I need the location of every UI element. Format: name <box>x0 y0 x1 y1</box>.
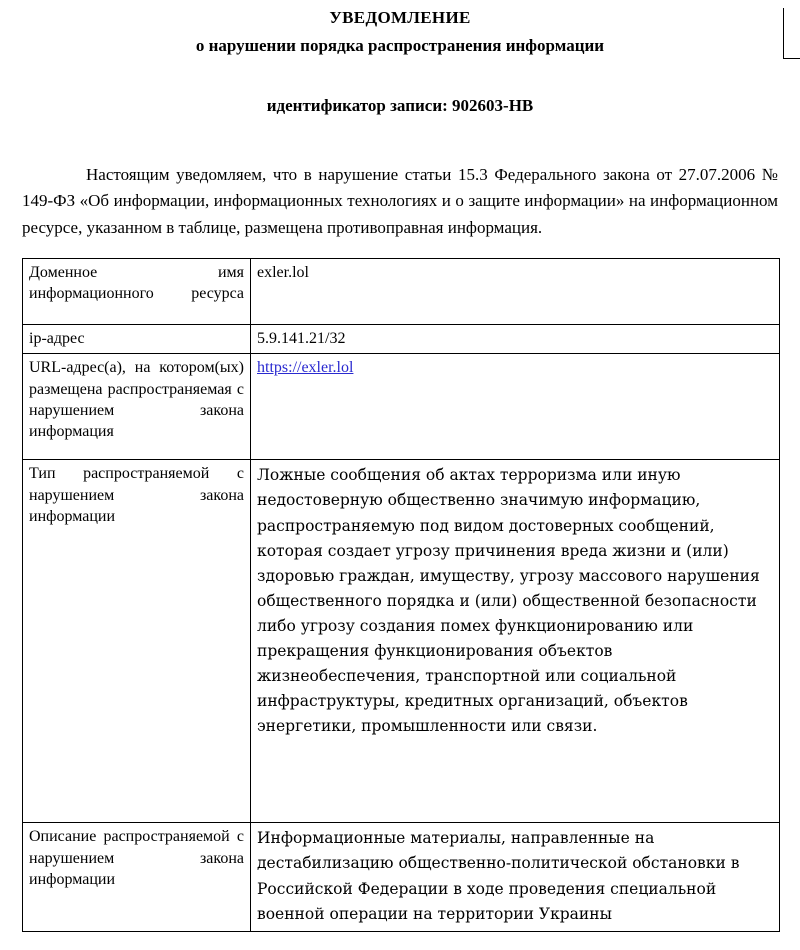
url-link[interactable]: https://exler.lol <box>257 359 354 377</box>
row-value-domain: exler.lol <box>251 259 780 325</box>
row-label-description: Описание распространяемой с нарушением закона информации <box>23 823 251 931</box>
row-value-type: Ложные сообщения об актах терроризма или иную недостоверную общественно значимую информацию, распространяемую под видом достоверных сообщений, которая создает угрозу причинения вреда жизни и (или) здоровью граждан, имуществу, угрозу массового нарушения общественного порядка и (или) общественной безопасности либо угрозу создания помех функционированию или прекращения функционирования объектов жизнеобеспечения, транспортной или социальной инфраструктуры, кредитных организаций, объектов энергетики, промышленности или связи. <box>251 460 780 823</box>
table-row <box>23 259 780 325</box>
row-label-type: Тип распространяемой с нарушением закона информации <box>23 460 251 823</box>
table-row <box>23 823 780 931</box>
row-label-url: URL-адрес(а), на котором(ых) размещена распространяемая с нарушением закона информация <box>23 354 251 460</box>
document-title: УВЕДОМЛЕНИЕ <box>329 8 471 27</box>
document-page <box>0 8 800 950</box>
row-value-ip: 5.9.141.21/32 <box>251 325 780 354</box>
row-value-url <box>251 354 780 460</box>
row-label-domain: Доменное имя информационного ресурса <box>23 259 251 325</box>
violation-details-table <box>22 258 780 932</box>
intro-paragraph: Настоящим уведомляем, что в нарушение статьи 15.3 Федерального закона от 27.07.2006 № 149-ФЗ «Об информации, информационных технологиях и о защите информации» на информационном ресурсе, указанном в таблице, размещена противоправная информация. <box>22 165 778 237</box>
record-identifier: идентификатор записи: 902603-НВ <box>266 96 534 115</box>
table-row <box>23 325 780 354</box>
document-subtitle: о нарушении порядка распространения информации <box>195 36 605 55</box>
page-edge-artifact-vertical <box>783 8 784 58</box>
table-row <box>23 354 780 460</box>
table-row <box>23 460 780 823</box>
row-label-ip: ip-адрес <box>23 325 251 354</box>
page-edge-artifact-horizontal <box>783 58 800 59</box>
row-value-description: Информационные материалы, направленные на дестабилизацию общественно-политической обстановки в Российской Федерации в ходе проведения специальной военной операции на территории Украины <box>251 823 780 931</box>
